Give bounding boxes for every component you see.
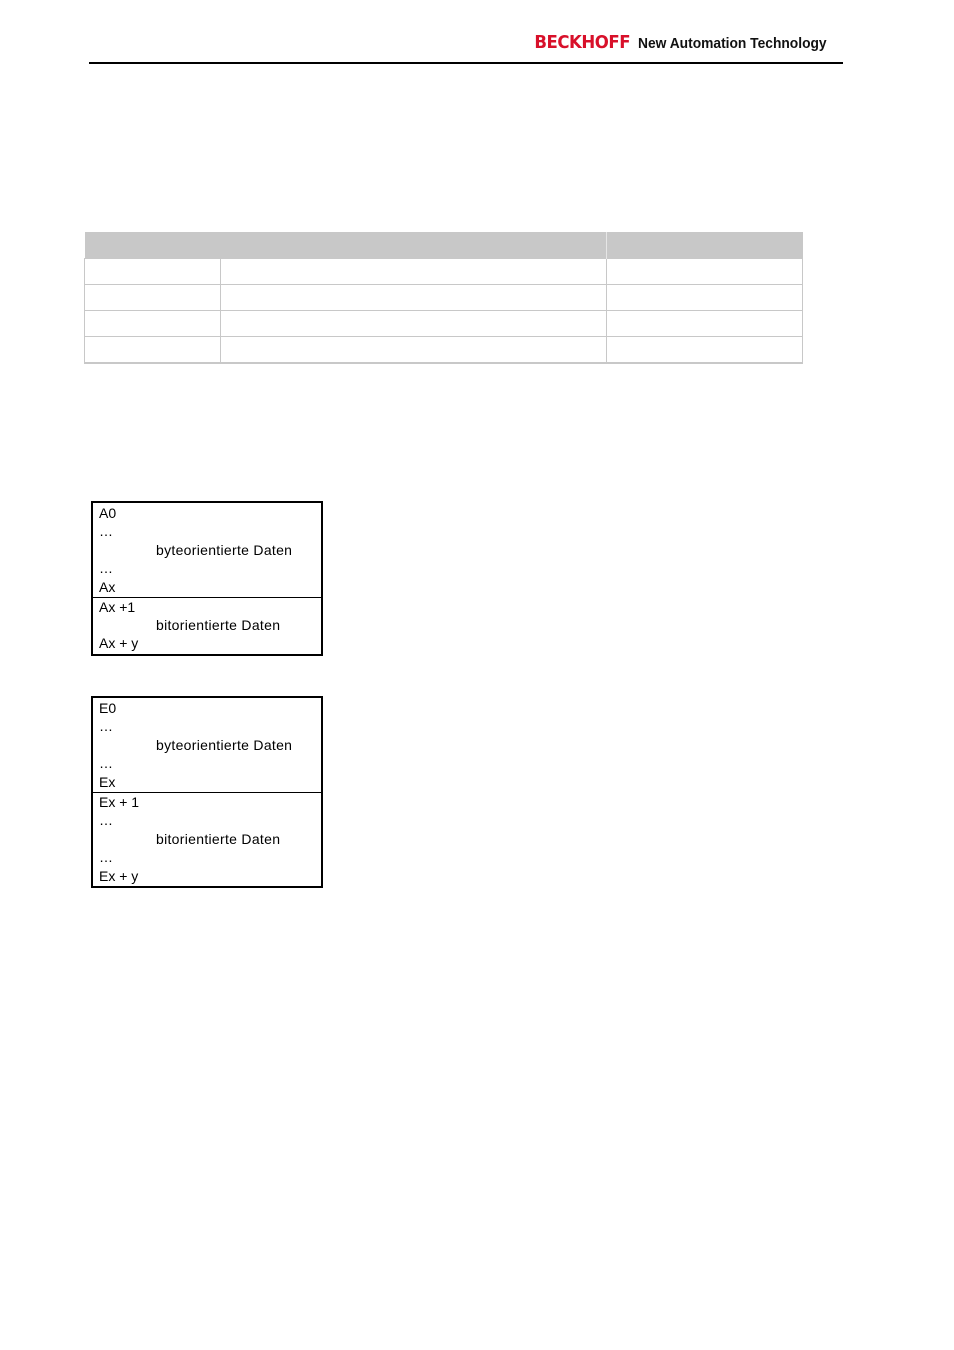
brand xyxy=(526,32,843,53)
input-bit-dots-top: … xyxy=(99,812,113,828)
table-cell xyxy=(606,311,803,337)
page-header xyxy=(89,28,843,64)
table-cell xyxy=(85,259,221,285)
table-row xyxy=(85,285,803,311)
table-cell xyxy=(85,311,221,337)
output-byte-start: A0 xyxy=(99,505,117,521)
output-byte-section xyxy=(93,503,321,597)
table-cell xyxy=(221,259,607,285)
input-memory-block xyxy=(91,696,323,888)
input-byte-label: byteorientierte Daten xyxy=(156,737,293,753)
table-cell xyxy=(85,285,221,311)
input-byte-dots-bottom: … xyxy=(99,755,113,771)
table-cell xyxy=(606,285,803,311)
input-byte-section xyxy=(93,698,321,792)
input-byte-start: E0 xyxy=(99,700,117,716)
output-bit-label: bitorientierte Daten xyxy=(156,617,281,633)
output-bit-start: Ax +1 xyxy=(99,599,136,615)
table-cell xyxy=(221,285,607,311)
input-byte-dots-top: … xyxy=(99,718,113,734)
output-bit-section xyxy=(93,597,321,654)
table-header-cell xyxy=(85,232,221,259)
table-header-cell xyxy=(221,232,607,259)
input-byte-end: Ex xyxy=(99,774,116,790)
output-byte-label: byteorientierte Daten xyxy=(156,542,293,558)
output-byte-dots-top: … xyxy=(99,523,113,539)
output-bit-end: Ax + y xyxy=(99,635,139,651)
output-byte-end: Ax xyxy=(99,579,116,595)
data-table xyxy=(84,232,803,364)
table-cell xyxy=(606,259,803,285)
header-divider xyxy=(89,62,843,64)
table-row xyxy=(85,259,803,285)
input-bit-start: Ex + 1 xyxy=(99,794,140,810)
table-cell xyxy=(85,337,221,364)
input-bit-dots-bottom: … xyxy=(99,849,113,865)
brand-logo: BECKHOFF xyxy=(534,32,630,53)
table-row xyxy=(85,337,803,364)
table-header-cell xyxy=(606,232,803,259)
table-header-row xyxy=(85,232,803,259)
table-cell xyxy=(221,311,607,337)
table-row xyxy=(85,311,803,337)
output-byte-dots-bottom: … xyxy=(99,560,113,576)
brand-tagline: New Automation Technology xyxy=(638,35,827,52)
input-bit-end: Ex + y xyxy=(99,868,139,884)
output-memory-block xyxy=(91,501,323,656)
input-bit-label: bitorientierte Daten xyxy=(156,831,281,847)
input-bit-section xyxy=(93,792,321,886)
table-cell xyxy=(221,337,607,364)
table-cell xyxy=(606,337,803,364)
